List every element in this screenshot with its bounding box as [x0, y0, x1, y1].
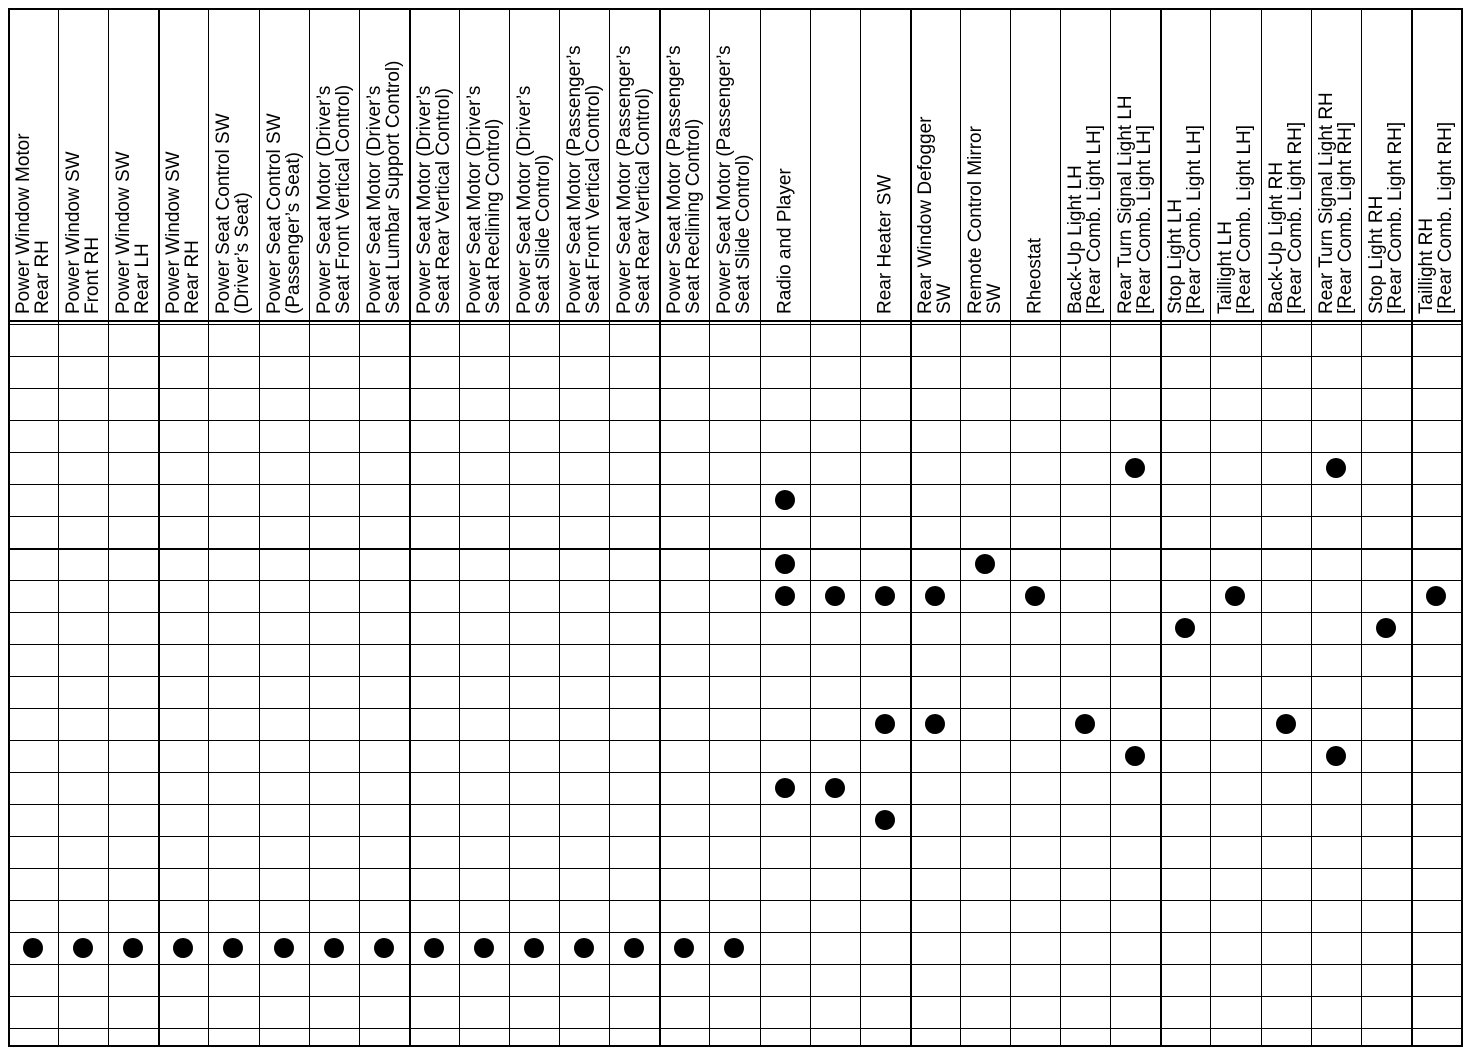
column-header: [58, 8, 108, 320]
column-divider: [259, 8, 260, 1045]
frame-top: [8, 8, 1461, 10]
column-header: [1110, 8, 1160, 320]
connection-dot: [1075, 714, 1095, 734]
connection-dot: [624, 938, 644, 958]
row-divider: [8, 996, 1461, 997]
connection-dot: [1426, 586, 1446, 606]
column-divider-heavy: [659, 8, 661, 1045]
row-divider: [8, 964, 1461, 965]
column-header: [609, 8, 659, 320]
connection-dot: [925, 586, 945, 606]
connection-dot: [1175, 618, 1195, 638]
column-divider-heavy: [409, 8, 411, 1045]
row-divider: [8, 676, 1461, 677]
column-divider: [509, 8, 510, 1045]
connection-dot: [123, 938, 143, 958]
row-divider: [8, 420, 1461, 421]
column-divider: [1311, 8, 1312, 1045]
connection-dot: [775, 586, 795, 606]
column-header-line: Power Window Motor: [13, 133, 35, 314]
column-header: [1010, 8, 1060, 320]
column-header-line: [Rear Comb. Light LH]: [1134, 124, 1156, 314]
column-header: [409, 8, 459, 320]
connection-dot: [1276, 714, 1296, 734]
column-header-line: Seat Front Vertical Control): [332, 84, 354, 314]
column-header-line: Back-Up Light RH: [1265, 161, 1287, 314]
column-header-line: Power Seat Motor (Passenger’s: [664, 45, 686, 314]
row-divider: [8, 932, 1461, 933]
connection-dot: [875, 714, 895, 734]
column-header-line: Power Seat Motor (Driver’s: [514, 85, 536, 314]
column-header-line: [Rear Comb. Light RH]: [1384, 121, 1406, 314]
connection-dot: [1326, 746, 1346, 766]
column-divider: [208, 8, 209, 1045]
row-divider: [8, 804, 1461, 805]
column-header-line: Seat Rear Vertical Control): [432, 88, 454, 314]
connection-dot: [825, 778, 845, 798]
column-header: [559, 8, 609, 320]
column-divider: [559, 8, 560, 1045]
connection-dot: [524, 938, 544, 958]
column-header-line: Stop Light LH: [1165, 198, 1187, 314]
connection-dot: [324, 938, 344, 958]
column-header-line: Power Seat Motor (Passenger’s: [714, 45, 736, 314]
column-divider: [1060, 8, 1061, 1045]
column-header: [1411, 8, 1461, 320]
column-divider: [609, 8, 610, 1045]
connection-dot: [1125, 458, 1145, 478]
column-header-line: Rear LH: [132, 243, 154, 314]
column-header-line: [Rear Comb. Light RH]: [1434, 121, 1456, 314]
column-header: [1060, 8, 1110, 320]
column-header: [960, 8, 1010, 320]
row-divider-heavy: [8, 548, 1461, 550]
column-header-line: Rear Turn Signal Light RH: [1315, 92, 1337, 314]
column-header-line: Power Seat Motor (Driver’s: [413, 85, 435, 314]
column-header-line: Power Window SW: [113, 151, 135, 314]
connection-dot: [1376, 618, 1396, 638]
column-header: [359, 8, 409, 320]
column-header-line: Rear RH: [182, 240, 204, 314]
column-header: [810, 8, 860, 320]
column-header-line: [Rear Comb. Light LH]: [1234, 124, 1256, 314]
column-header: [1311, 8, 1361, 320]
column-header-line: Power Seat Motor (Driver’s: [313, 85, 335, 314]
column-header: [1210, 8, 1260, 320]
column-header-line: Power Seat Control SW: [263, 113, 285, 314]
column-divider: [860, 8, 861, 1045]
column-header: [509, 8, 559, 320]
column-header-line: Power Seat Motor (Passenger’s: [564, 45, 586, 314]
connection-dot: [374, 938, 394, 958]
column-header-line: Seat Rear Vertical Control): [633, 88, 655, 314]
connection-dot: [73, 938, 93, 958]
column-header: [8, 8, 58, 320]
connection-dot: [775, 554, 795, 574]
column-header-line: Seat Slide Control): [733, 154, 755, 314]
column-divider: [58, 8, 59, 1045]
connection-dot: [574, 938, 594, 958]
column-header-line: Seat Lumbar Support Control): [382, 60, 404, 314]
frame-right: [1461, 8, 1463, 1047]
column-divider: [1210, 8, 1211, 1045]
column-header-line: Power Seat Motor (Passenger’s: [614, 45, 636, 314]
column-header-line: Stop Light RH: [1365, 195, 1387, 314]
column-divider-heavy: [910, 8, 912, 1045]
column-divider: [1261, 8, 1262, 1045]
column-divider: [810, 8, 811, 1045]
column-header-line: Front RH: [82, 236, 104, 314]
column-header-line: Rear Window Defogger: [914, 116, 936, 314]
row-divider: [8, 324, 1461, 325]
connection-dot: [1326, 458, 1346, 478]
row-divider: [8, 356, 1461, 357]
column-divider: [309, 8, 310, 1045]
row-divider: [8, 868, 1461, 869]
connection-dot: [274, 938, 294, 958]
connection-dot: [424, 938, 444, 958]
column-divider: [760, 8, 761, 1045]
column-header-line: Taillight LH: [1215, 221, 1237, 314]
column-header-line: Seat Reclining Control): [482, 118, 504, 314]
column-header: [459, 8, 509, 320]
column-divider: [709, 8, 710, 1045]
row-divider: [8, 452, 1461, 453]
column-header-line: [Rear Comb. Light RH]: [1334, 121, 1356, 314]
row-divider: [8, 644, 1461, 645]
row-divider: [8, 836, 1461, 837]
connection-dot: [775, 490, 795, 510]
column-header-line: [Rear Comb. Light LH]: [1084, 124, 1106, 314]
column-divider: [108, 8, 109, 1045]
column-header-line: Seat Front Vertical Control): [583, 84, 605, 314]
column-header-line: Rear Heater SW: [874, 174, 896, 314]
column-divider: [1361, 8, 1362, 1045]
connection-dot: [775, 778, 795, 798]
column-header-line: Taillight RH: [1415, 217, 1437, 314]
column-header: [910, 8, 960, 320]
column-header-line: Radio and Player: [774, 168, 796, 314]
connection-dot: [825, 586, 845, 606]
column-header: [158, 8, 208, 320]
column-header-line: Remote Control Mirror: [964, 126, 986, 314]
row-divider: [8, 772, 1461, 773]
column-header-line: Rheostat: [1024, 237, 1046, 314]
row-divider: [8, 1028, 1461, 1029]
column-divider: [359, 8, 360, 1045]
column-header-line: Seat Slide Control): [533, 154, 555, 314]
column-header: [1361, 8, 1411, 320]
column-header-line: Power Seat Motor (Driver’s: [463, 85, 485, 314]
connection-dot: [223, 938, 243, 958]
frame-bottom: [8, 1045, 1461, 1047]
header-divider: [8, 320, 1461, 322]
column-header-line: Rear Turn Signal Light LH: [1115, 95, 1137, 314]
column-divider-heavy: [158, 8, 160, 1045]
column-header-line: SW: [933, 283, 955, 314]
column-header: [860, 8, 910, 320]
column-header-line: [Rear Comb. Light RH]: [1284, 121, 1306, 314]
column-divider: [459, 8, 460, 1045]
connection-dot: [1025, 586, 1045, 606]
connection-dot: [173, 938, 193, 958]
column-header: [760, 8, 810, 320]
column-divider: [1110, 8, 1111, 1045]
column-header: [208, 8, 258, 320]
column-header-line: Power Seat Motor (Driver’s: [363, 85, 385, 314]
column-header-line: SW: [983, 283, 1005, 314]
column-header-line: Seat Reclining Control): [683, 118, 705, 314]
connection-dot: [724, 938, 744, 958]
row-divider: [8, 708, 1461, 709]
column-header: [108, 8, 158, 320]
frame-left: [8, 8, 10, 1047]
row-divider: [8, 484, 1461, 485]
row-divider: [8, 580, 1461, 581]
column-header: [659, 8, 709, 320]
connection-dot: [875, 810, 895, 830]
connection-dot: [23, 938, 43, 958]
connection-dot: [975, 554, 995, 574]
column-divider: [1010, 8, 1011, 1045]
column-header-line: Power Window SW: [163, 151, 185, 314]
column-divider-heavy: [1411, 8, 1413, 1045]
column-divider-heavy: [1160, 8, 1162, 1045]
connection-dot: [474, 938, 494, 958]
row-divider: [8, 612, 1461, 613]
connection-dot: [925, 714, 945, 734]
column-header: [1261, 8, 1311, 320]
row-divider: [8, 516, 1461, 517]
connection-dot: [674, 938, 694, 958]
row-divider: [8, 740, 1461, 741]
column-header-line: Power Window SW: [63, 151, 85, 314]
row-divider: [8, 388, 1461, 389]
column-header-line: Back-Up Light LH: [1065, 165, 1087, 314]
column-header: [709, 8, 759, 320]
column-header-line: (Passenger’s Seat): [282, 152, 304, 314]
column-header-line: Rear RH: [32, 240, 54, 314]
column-header-line: [Rear Comb. Light LH]: [1184, 124, 1206, 314]
column-header: [309, 8, 359, 320]
column-header-line: (Driver’s Seat): [232, 192, 254, 314]
row-divider: [8, 900, 1461, 901]
connection-dot: [875, 586, 895, 606]
column-divider: [960, 8, 961, 1045]
column-header: [259, 8, 309, 320]
connection-dot: [1225, 586, 1245, 606]
connection-dot: [1125, 746, 1145, 766]
column-header: [1160, 8, 1210, 320]
column-header-line: Power Seat Control SW: [213, 113, 235, 314]
